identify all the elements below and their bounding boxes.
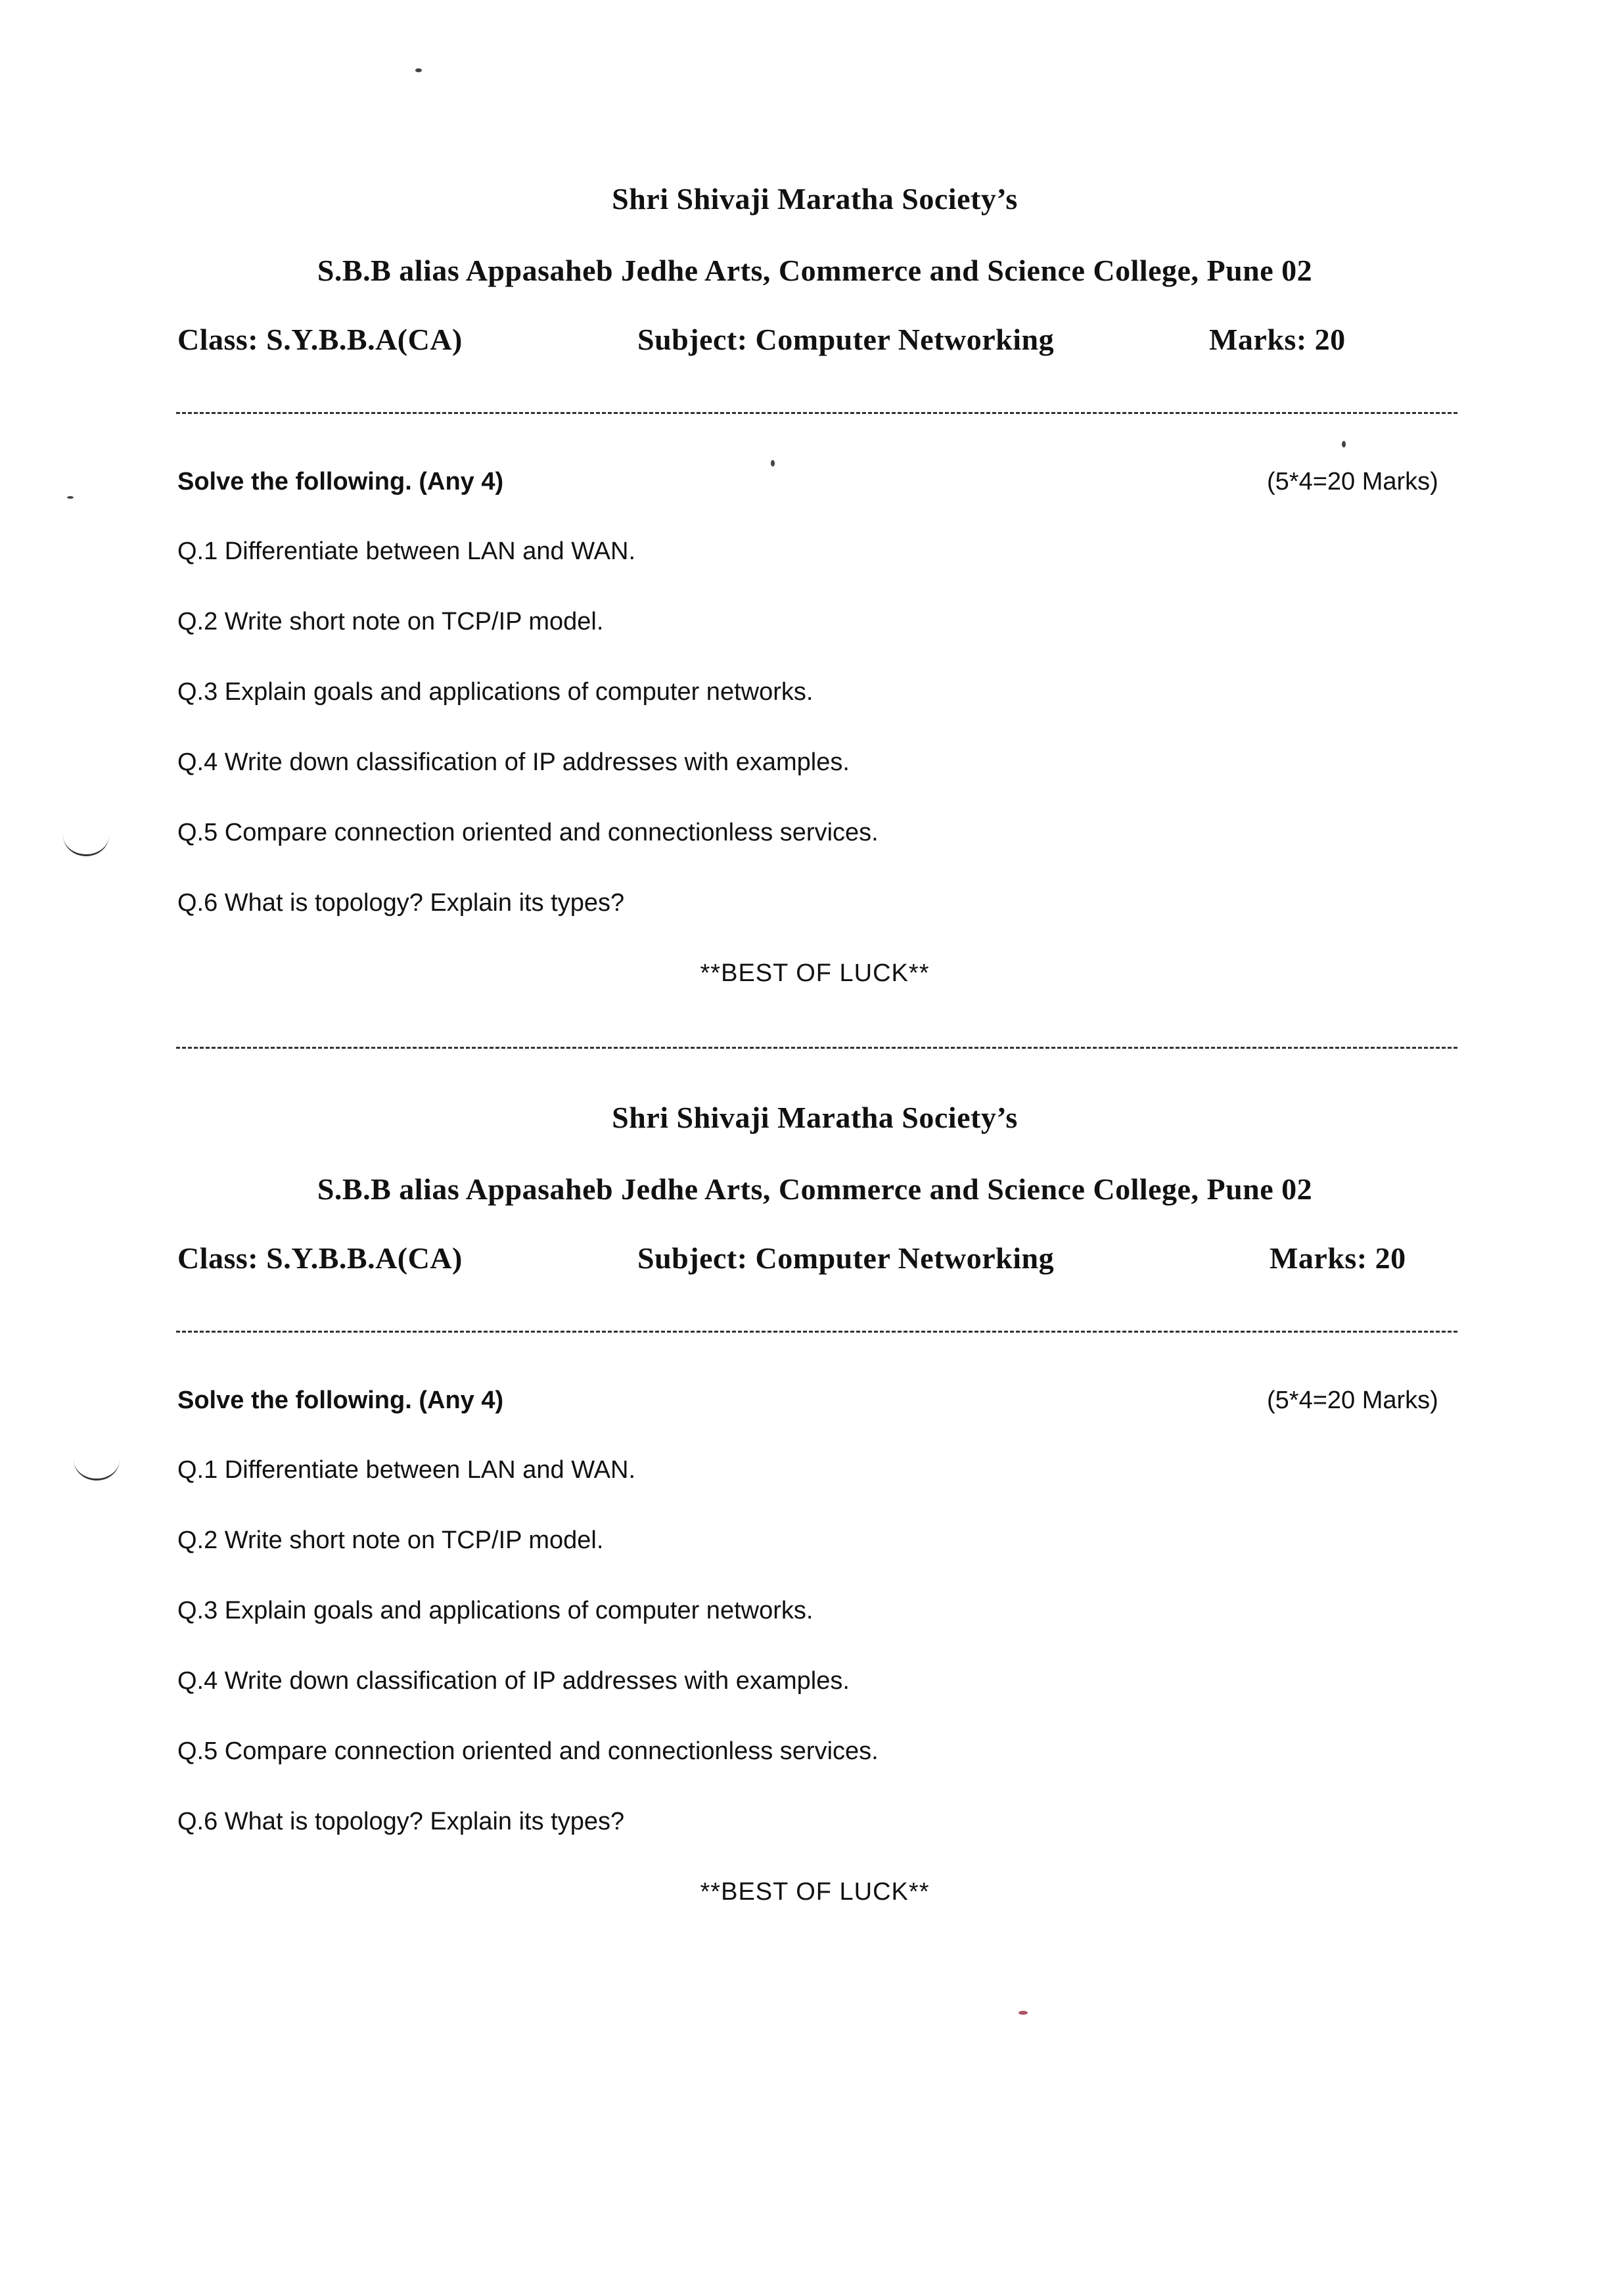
class-label: Class: S.Y.B.B.A(CA) [177,323,463,356]
question-item: Q.6 What is topology? Explain its types? [177,1808,625,1835]
header-divider [176,1331,1457,1333]
scan-speck [67,496,74,499]
class-label: Class: S.Y.B.B.A(CA) [177,1241,463,1275]
question-item: Q.5 Compare connection oriented and connectionless services. [177,819,879,846]
question-item: Q.2 Write short note on TCP/IP model. [177,1527,604,1554]
scan-speck [415,68,422,72]
scan-curl-mark [74,1439,120,1481]
society-name: Shri Shivaji Maratha Society’s [612,1101,1018,1134]
question-item: Q.3 Explain goals and applications of computer networks. [177,678,813,706]
scan-speck [1342,441,1346,448]
scan-speck [1019,2011,1028,2015]
question-item: Q.3 Explain goals and applications of computer networks. [177,1597,813,1624]
college-name: S.B.B alias Appasaheb Jedhe Arts, Commerce and Science College, Pune 02 [317,254,1313,287]
instruction-text: Solve the following. (Any 4) [177,468,504,495]
question-item: Q.1 Differentiate between LAN and WAN. [177,538,636,565]
header-divider [176,412,1457,414]
question-item: Q.4 Write down classification of IP addresses with examples. [177,748,850,776]
college-name: S.B.B alias Appasaheb Jedhe Arts, Commerce and Science College, Pune 02 [317,1172,1313,1206]
section-divider [176,1047,1457,1049]
closing-text: **BEST OF LUCK** [700,959,930,987]
question-item: Q.6 What is topology? Explain its types? [177,889,625,917]
question-item: Q.5 Compare connection oriented and connectionless services. [177,1737,879,1765]
question-item: Q.2 Write short note on TCP/IP model. [177,608,604,635]
total-marks: (5*4=20 Marks) [1267,1387,1438,1414]
subject-label: Subject: Computer Networking [637,1241,1055,1275]
subject-label: Subject: Computer Networking [637,323,1055,356]
question-paper-sheet [79,0,1524,2296]
closing-text: **BEST OF LUCK** [700,1878,930,1906]
question-item: Q.4 Write down classification of IP addresses with examples. [177,1667,850,1695]
marks-label: Marks: 20 [1270,1241,1406,1275]
scan-curl-mark [63,815,109,856]
marks-label: Marks: 20 [1209,323,1346,356]
total-marks: (5*4=20 Marks) [1267,468,1438,495]
instruction-text: Solve the following. (Any 4) [177,1387,504,1414]
question-item: Q.1 Differentiate between LAN and WAN. [177,1456,636,1484]
scan-speck [771,460,775,467]
society-name: Shri Shivaji Maratha Society’s [612,182,1018,216]
